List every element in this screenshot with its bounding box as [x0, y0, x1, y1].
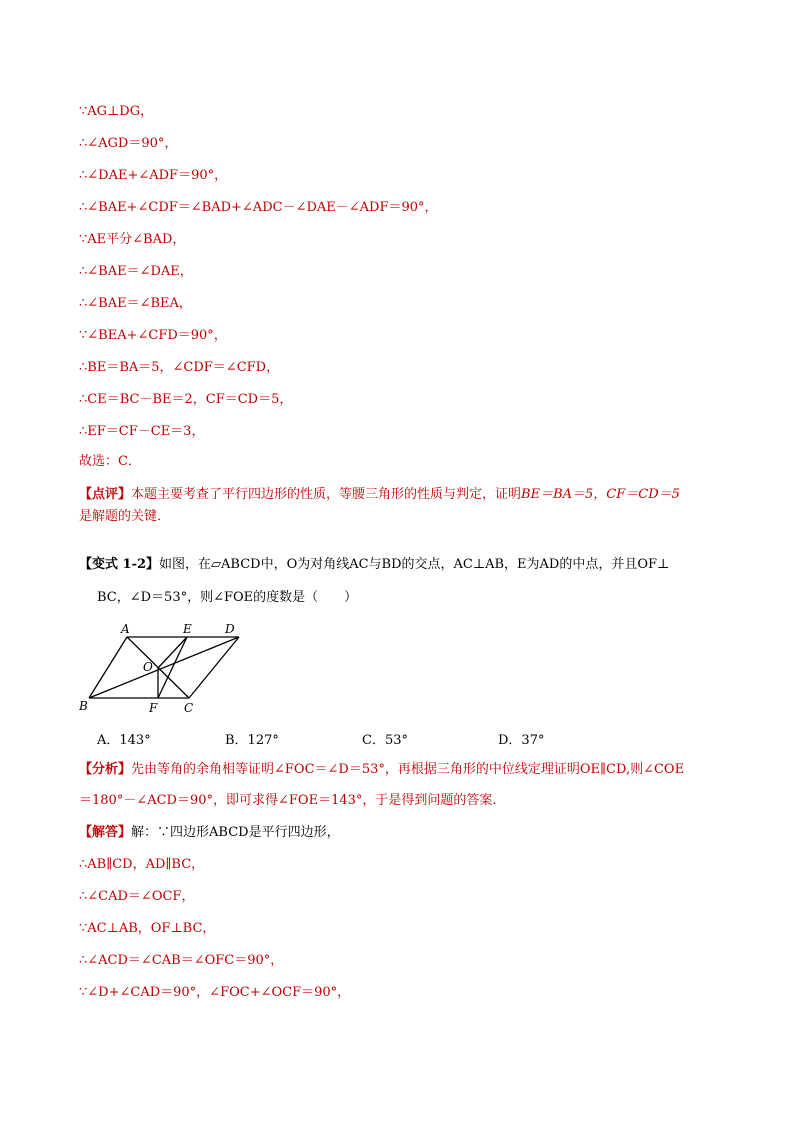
proof-line-8: ∵∠BEA+∠CFD＝90°，: [79, 328, 227, 343]
solution-line-2: ∴∠CAD＝∠OCF，: [79, 889, 195, 904]
solution-line-4: ∴∠ACD＝∠CAB＝∠OFC＝90°，: [79, 953, 284, 968]
analysis-line-1: [79, 761, 684, 779]
solution-line-1: ∴AB∥CD，AD∥BC，: [79, 857, 205, 872]
label-B: B: [79, 699, 88, 713]
solution-line-intro: [79, 824, 340, 842]
comment-text-red: BE＝BA＝5，CF＝CD＝5: [521, 487, 680, 502]
analysis-tag: 【分析】: [79, 762, 132, 777]
option-c: C．53°: [362, 733, 408, 748]
proof-line-2: ∴∠AGD＝90°，: [79, 136, 178, 151]
problem-line-2: BC，∠D＝53°，则∠FOE的度数是（ ）: [97, 590, 358, 605]
proof-line-10: ∴CE＝BC－BE＝2，CF＝CD＝5，: [79, 392, 293, 407]
parallelogram-figure: [79, 618, 249, 714]
segment-BD: [89, 637, 239, 698]
solution-line-3: ∵AC⊥AB，OF⊥BC，: [79, 921, 216, 936]
answer-line: 故选：C．: [79, 454, 141, 469]
solution-tag: 【解答】: [79, 825, 132, 840]
proof-line-9: ∴BE＝BA＝5，∠CDF＝∠CFD，: [79, 360, 280, 375]
proof-line-4: ∴∠BAE+∠CDF＝∠BAD+∠ADC－∠DAE－∠ADF＝90°，: [79, 200, 438, 215]
option-a: A．143°: [97, 733, 151, 748]
label-F: F: [149, 701, 158, 714]
analysis-text-1: 先由等角的余角相等证明∠FOC＝∠D＝53°，再根据三角形的中位线定理证明OE∥CD,则∠COE: [131, 762, 685, 777]
comment-text-1: 本题主要考查了平行四边形的性质，等腰三角形的性质与判定，证明: [131, 487, 522, 502]
proof-line-1: ∵AG⊥DG，: [79, 104, 154, 119]
problem-line-1: [79, 556, 669, 574]
problem-text-1: 如图，在▱ABCD中，O为对角线AC与BD的交点，AC⊥AB，E为AD的中点，并且OF⊥: [159, 557, 670, 572]
segment-DC: [189, 637, 239, 698]
proof-line-5: ∵AE平分∠BAD，: [79, 232, 186, 247]
comment-tag: 【点评】: [79, 487, 132, 502]
comment-block: [79, 484, 719, 528]
proof-line-7: ∴∠BAE＝∠BEA，: [79, 296, 192, 311]
solution-line-5: ∵∠D+∠CAD＝90°，∠FOC+∠OCF＝90°，: [79, 985, 351, 1000]
option-b: B．127°: [225, 733, 279, 748]
analysis-line-2: ＝180°－∠ACD＝90°，即可求得∠FOE＝143°，于是得到问题的答案.: [79, 793, 497, 808]
label-A: A: [121, 622, 130, 636]
option-d: D．37°: [498, 733, 545, 748]
solution-intro: 解：∵四边形ABCD是平行四边形，: [131, 825, 340, 840]
proof-line-3: ∴∠DAE+∠ADF＝90°，: [79, 168, 228, 183]
proof-line-11: ∴EF＝CF－CE＝3，: [79, 424, 205, 439]
label-D: D: [225, 622, 235, 636]
problem-tag: 【变式 1-2】: [79, 557, 160, 572]
label-C: C: [184, 701, 194, 714]
label-O: O: [143, 660, 153, 674]
segment-AB: [89, 637, 127, 698]
comment-text-2: 是解题的关键．: [79, 509, 171, 524]
proof-line-6: ∴∠BAE＝∠DAE，: [79, 264, 193, 279]
label-E: E: [183, 622, 192, 636]
